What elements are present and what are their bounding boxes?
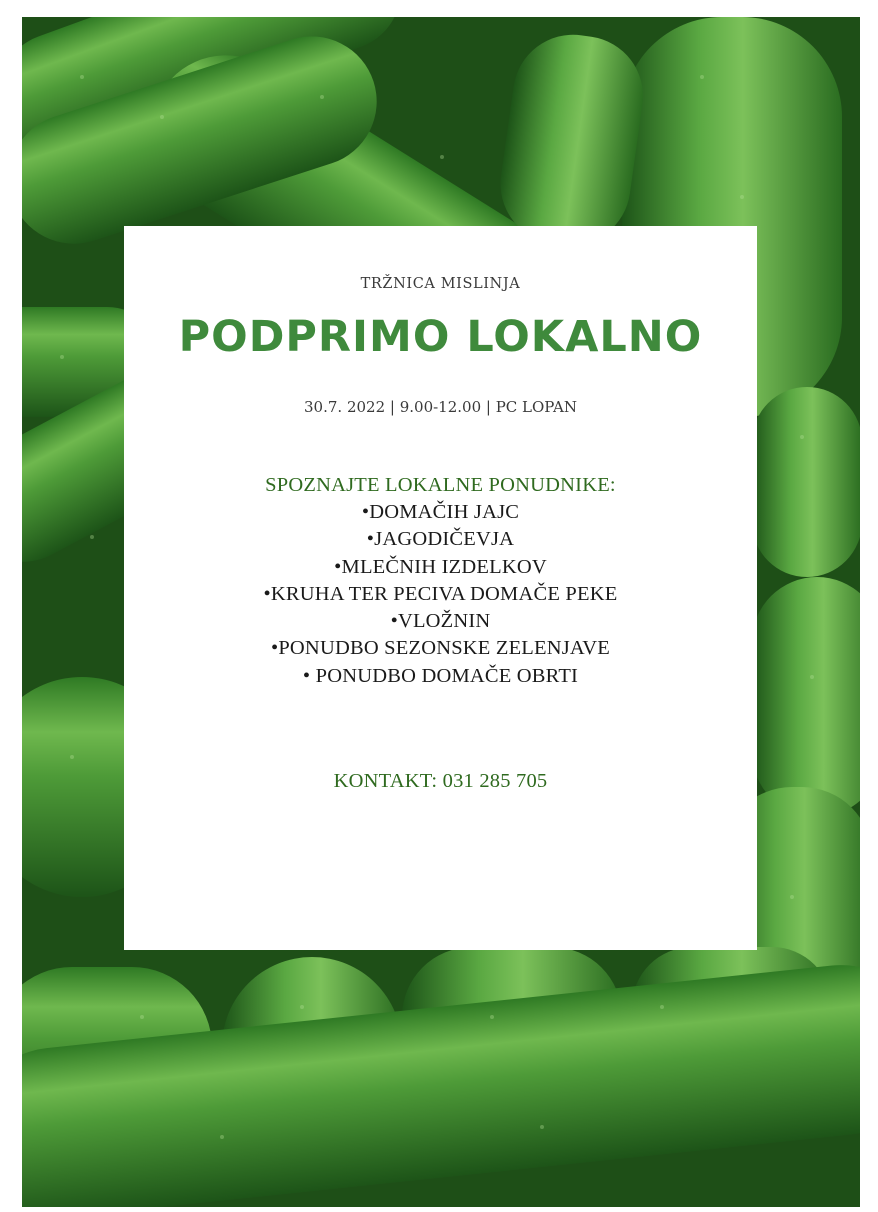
offer-item-crafts: • PONUDBO DOMAČE OBRTI — [302, 664, 579, 687]
offer-list — [124, 499, 757, 690]
contact-info: KONTAKT: 031 285 705 — [333, 770, 548, 792]
market-name: TRŽNICA MISLINJA — [360, 276, 521, 292]
offer-item-dairy: •MLEČNIH IZDELKOV — [334, 555, 547, 578]
flyer-card — [124, 226, 757, 950]
offer-item-vegetables: •PONUDBO SEZONSKE ZELENJAVE — [270, 637, 611, 660]
flyer-headline: PODPRIMO LOKALNO — [178, 312, 703, 362]
offer-section — [124, 472, 757, 690]
offer-item-eggs: •DOMAČIH JAJC — [361, 501, 520, 523]
event-details: 30.7. 2022 | 9.00-12.00 | PC LOPAN — [304, 398, 577, 416]
offer-heading: SPOZNAJTE LOKALNE PONUDNIKE: — [265, 474, 616, 496]
offer-item-preserves: •VLOŽNIN — [390, 610, 491, 633]
offer-item-bread: •KRUHA TER PECIVA DOMAČE PEKE — [263, 582, 618, 605]
offer-item-berries: •JAGODIČEVJA — [366, 528, 515, 551]
